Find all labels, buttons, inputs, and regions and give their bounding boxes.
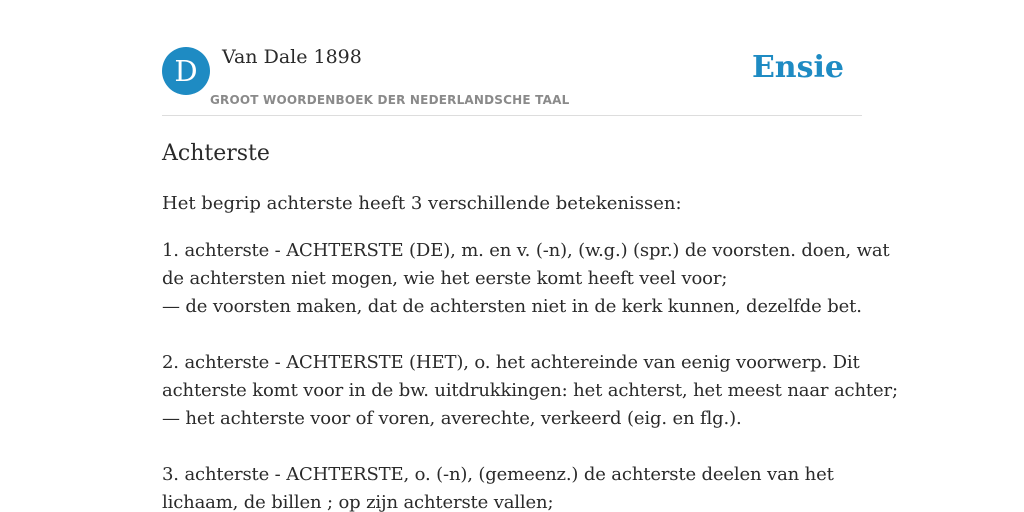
van-dale-logo[interactable]: D: [162, 47, 210, 95]
page-container: [162, 0, 898, 512]
meaning-line: 1. achterste - ACHTERSTE (DE), m. en v. (-n), (w.g.) (spr.) de voorsten. doen, wat: [162, 240, 890, 261]
page-title: Achterste: [162, 141, 270, 166]
meaning-2: [162, 349, 898, 433]
meaning-line: — de voorsten maken, dat de achtersten niet in de kerk kunnen, dezelfde bet.: [162, 296, 862, 317]
site-subtitle: GROOT WOORDENBOEK DER NEDERLANDSCHE TAAL: [210, 93, 570, 107]
entry-intro: Het begrip achterste heeft 3 verschillende betekenissen:: [162, 193, 682, 214]
meaning-line: achterste komt voor in de bw. uitdrukkingen: het achterst, het meest naar achter;: [162, 380, 898, 401]
meaning-line: 2. achterste - ACHTERSTE (HET), o. het achtereinde van eenig voorwerp. Dit: [162, 352, 860, 373]
ensie-brand-logo[interactable]: Ensie: [751, 50, 844, 85]
meaning-1: [162, 237, 890, 321]
entry-content: [162, 138, 898, 512]
meaning-line: 3. achterste - ACHTERSTE, o. (-n), (gemeenz.) de achterste deelen van het: [162, 464, 834, 485]
meaning-line: lichaam, de billen ; op zijn achterste vallen;: [162, 492, 554, 512]
meaning-3: [162, 461, 862, 512]
meaning-line: de achtersten niet mogen, wie het eerste komt heeft veel voor;: [162, 268, 728, 289]
site-title[interactable]: Van Dale 1898: [222, 46, 362, 68]
meaning-line: — het achterste voor of voren, averechte, verkeerd (eig. en flg.).: [162, 408, 742, 429]
site-header: [162, 0, 862, 116]
